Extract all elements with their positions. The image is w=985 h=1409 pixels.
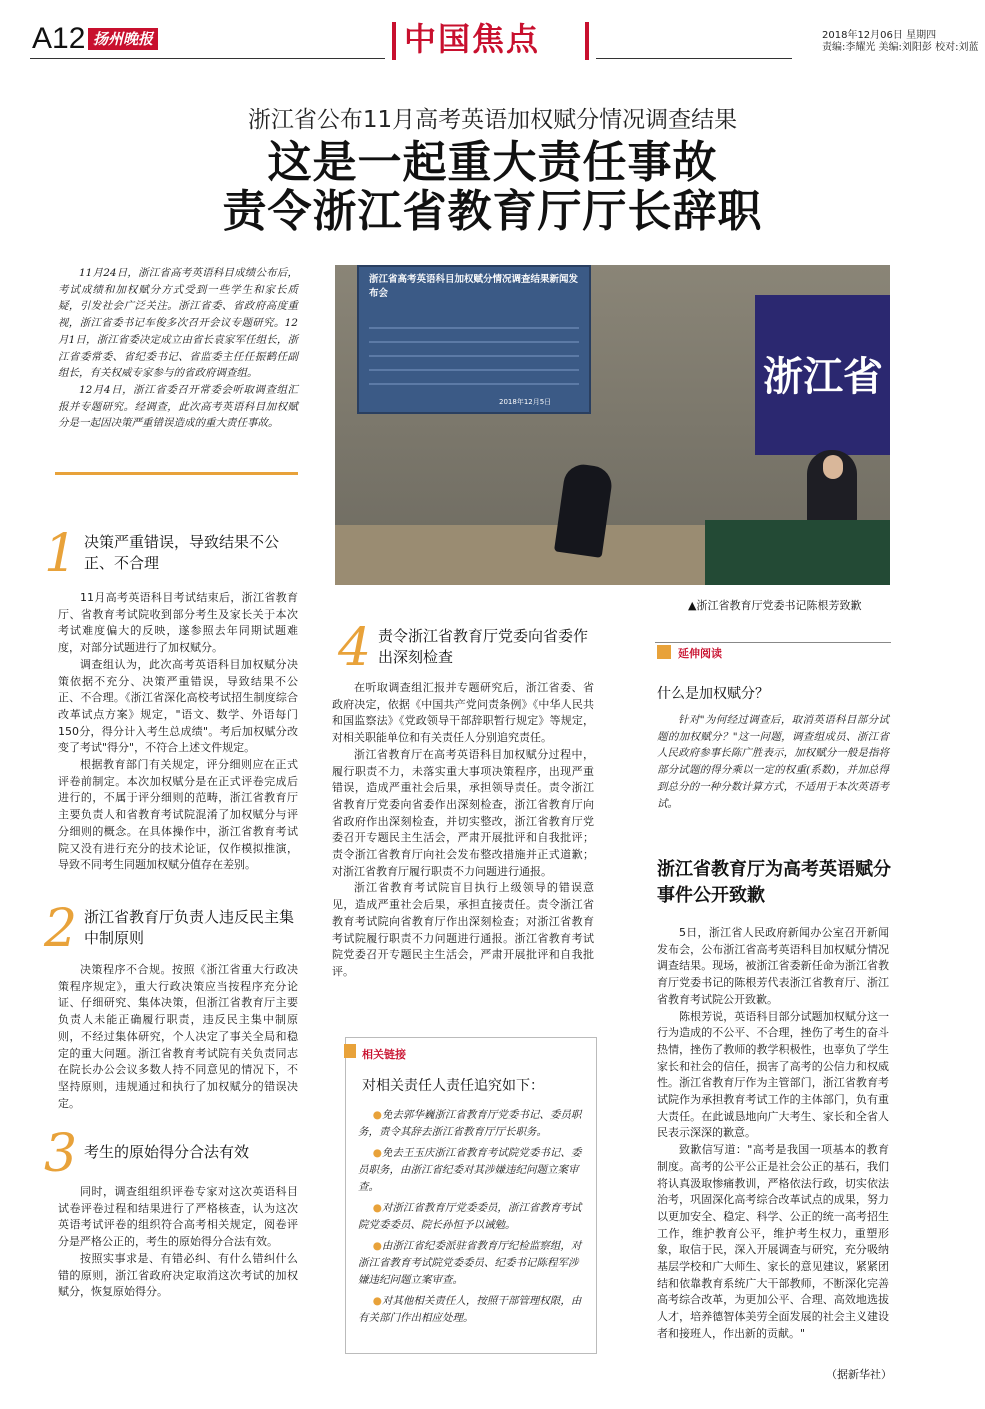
paragraph: 在听取调查组汇报并专题研究后，浙江省委、省政府决定，依据《中国共产党问责条例》《中华人民共和国监察法》《党政领导干部辞职暂行规定》等规定，对相关职能单位和有关责任人分别追究责任。 [332, 681, 594, 745]
paragraph: 浙江省教育考试院盲目执行上级领导的错误意见，造成严重社会后果，承担直接责任。责令浙江省教育考试院向省教育厅作出深刻检查；对浙江省教育考试院履行职责不力问题进行通报。浙江省教育考试院党委召开专题民主生活会，严肃开展批评和自我批评。 [332, 881, 594, 978]
paragraph: 11月高考英语科目考试结束后，浙江省教育厅、省教育考试院收到部分考生及家长关于本次考试难度偏大的反映，遂参照去年同期试题难度，对部分试题进行了加权赋分。 [58, 591, 298, 655]
banner-text: 浙江省 [763, 354, 883, 400]
headline-line-1: 这是一起重大责任事故 [267, 137, 718, 188]
section-4-heading [338, 618, 598, 678]
photo-floor [335, 525, 705, 585]
paragraph: 浙江省教育厅在高考英语科目加权赋分过程中，履行职责不力，未落实重大事项决策程序，出现严重错误，造成严重社会后果，承担领导责任。责令浙江省教育厅党委向省委作出深刻检查，浙江省教育厅向省政府作出深刻检查，并切实整改，浙江省教育厅党委召开专题民主生活会，严肃开展批评和自我批评；责令浙江省教育厅向社会发布整改措施并正式道歉；对浙江省教育厅履行职责不力问题进行通报。 [332, 747, 594, 878]
paragraph: 决策程序不合规。按照《浙江省重大行政决策程序规定》，重大行政决策应当按程序充分论证、仔细研究、集体决策，但浙江省教育厅主要负责人未能正确履行职责，违反民主集中制原则，不经过集体研究，个人决定了事关全局和稳定的重大问题。浙江省教育考试院有关负责同志在院长办公会议多数人持不同意见的情况下，不坚持原则，违规通过和执行了加权赋分的错误决定。 [58, 963, 298, 1110]
section-title: 浙江省教育厅负责人违反民主集中制原则 [84, 908, 295, 947]
section-4-body [332, 680, 594, 981]
paragraph: 按照实事求是、有错必纠、有什么错纠什么错的原则，浙江省政府决定取消这次考试的加权赋分，恢复原始得分。 [58, 1251, 298, 1299]
list-item: ●免去王玉庆浙江省教育考试院党委书记、委员职务，由浙江省纪委对其涉嫌违纪问题立案审查。 [358, 1147, 582, 1193]
section-3-body [58, 1184, 298, 1301]
bullet-icon: ● [372, 1147, 382, 1159]
section-1-body [58, 590, 298, 874]
headline-line-2: 责令浙江省教育厅厅长辞职 [222, 186, 763, 237]
lead-divider [55, 472, 298, 475]
bullet-icon: ● [372, 1295, 382, 1307]
apology-body [657, 925, 889, 1343]
lead-paragraph: 12月4日，浙江省委召开常委会听取调查组汇报并专题研究。经调查，此次高考英语科目加权赋分是一起因决策严重错误造成的重大责任事故。 [58, 383, 298, 430]
list-item: ●对浙江省教育厅党委委员，浙江省教育考试院党委委员、院长孙恒予以诫勉。 [358, 1202, 582, 1231]
section-1-heading [44, 524, 304, 584]
bullet-icon: ● [372, 1240, 382, 1252]
screen-date: 2018年12月5日 [499, 398, 552, 406]
section-number: 1 [44, 524, 78, 584]
section-bar-right [585, 22, 589, 60]
list-item: ●由浙江省纪委派驻省教育厅纪检监察组，对浙江省教育考试院党委委员、纪委书记陈程军涉嫌违纪问题立案审查。 [358, 1240, 582, 1286]
extended-reading-tag: 延伸阅读 [678, 647, 722, 660]
newspaper-logo: 扬州晚报 [88, 28, 158, 50]
press-conference-photo [335, 265, 890, 585]
related-links-title: 对相关责任人责任追究如下： [362, 1078, 544, 1094]
issue-date: 2018年12月06日 星期四 [822, 30, 937, 41]
bullet-icon: ● [372, 1109, 382, 1121]
paragraph: 调查组认为，此次高考英语科目加权赋分决策依据不充分、决策严重错误，导致结果不公正、不合理。《浙江省深化高校考试招生制度综合改革试点方案》规定，"语文、数学、外语每门150分，得分计入考生总成绩"。考后加权赋分改变了考试"得分"，不符合上述文件规定。 [58, 657, 298, 755]
seated-official-face [823, 455, 843, 479]
tag-marker-icon [657, 645, 671, 659]
section-title: 考生的原始得分合法有效 [84, 1143, 250, 1161]
paragraph: 陈根芳说，英语科目部分试题加权赋分这一行为造成的不公平、不合理，挫伤了考生的奋斗热情，挫伤了教师的教学积极性，也辜负了学生家长和社会的信任，损害了高考的公信力和权威性。浙江省教育厅作为主管部门，浙江省教育考试院作为承担教育考试工作的主体部门，负有重大责任。在此诚恳地向广大考生、家长和全省人民表示深深的歉意。 [657, 1009, 889, 1140]
projection-screen [357, 265, 591, 414]
extended-reading-rule [655, 642, 891, 643]
section-bar-left [392, 22, 396, 60]
extended-reading-body [657, 712, 889, 812]
photo-caption: ▲浙江省教育厅党委书记陈根芳致歉 [688, 599, 862, 612]
screen-title: 浙江省高考英语科目加权赋分情况调查结果新闻发布会 [369, 274, 579, 299]
section-2-heading [44, 899, 304, 959]
backdrop-banner [755, 295, 890, 455]
masthead-rule-left [30, 58, 385, 59]
tag-marker-icon [344, 1044, 356, 1058]
related-links-tag: 相关链接 [362, 1048, 406, 1061]
page-number: A12 [32, 22, 86, 55]
paragraph: 根据教育部门有关规定，评分细则应在正式评卷前制定。本次加权赋分是在正式评卷完成后进行的，不属于评分细则的范畴，浙江省教育厅主要负责人和省教育考试院混淆了加权赋分与评分细则的概念。在具体操作中，浙江省教育考试院又没有进行充分的技术论证，仅作模拟推演，导致不同考生同题加权赋分值存在差别。 [58, 758, 298, 872]
section-number: 2 [44, 899, 78, 959]
section-title: 责令浙江省教育厅党委向省委作出深刻检查 [378, 627, 589, 666]
paragraph: 针对"为何经过调查后，取消英语科目部分试题的加权赋分？"这一问题，调查组成员、浙江省人民政府参事长陈广胜表示，加权赋分一般是指将部分试题的得分乘以一定的权重(系数)，并加总得到总分的一种分数计算方式，不适用于本次英语考试。 [657, 714, 889, 810]
list-item: ●免去郭华巍浙江省教育厅党委书记、委员职务，责令其辞去浙江省教育厅厅长职务。 [358, 1109, 582, 1138]
editor-credits: 责编:李耀光 美编:刘阳彭 校对:刘蓝 [822, 42, 979, 53]
related-links-list [358, 1107, 588, 1331]
section-3-heading [44, 1124, 304, 1184]
section-number: 4 [338, 618, 372, 678]
section-2-body [58, 962, 298, 1112]
masthead-rule-right [596, 58, 792, 59]
section-title: 中国焦点 [404, 20, 541, 58]
headline-kicker: 浙江省公布11月高考英语加权赋分情况调查结果 [247, 107, 738, 133]
section-number: 3 [44, 1124, 78, 1184]
extended-reading-question: 什么是加权赋分？ [657, 686, 769, 702]
lead-paragraphs [58, 265, 298, 432]
screen-agenda [369, 315, 579, 395]
apology-headline: 浙江省教育厅为高考英语赋分事件公开致歉 [657, 859, 891, 906]
paragraph: 致歉信写道："高考是我国一项基本的教育制度。高考的公平公正是社会公正的基石，我们将认真汲取惨痛教训，严格依法行政，切实依法治考，巩固深化高考综合改革试点的成果，努力以更加安全、稳定、科学、公正的统一高考招生工作，维护教育公平，维护考生权力，重塑形象，取信于民，深入开展调查与研究，充分吸纳基层学校和广大师生、家长的意见建议，紧紧团结和依靠教育系统广大干部教师，不断深化完善高考综合改革，为更加公平、合理、高效地选拔人才，培养德智体美劳全面发展的社会主义建设者和接班人，作出新的贡献。" [657, 1143, 889, 1340]
news-source: （据新华社） [826, 1368, 892, 1381]
lead-paragraph: 11月24日，浙江省高考英语科目成绩公布后，考试成绩和加权赋分方式受到一些学生和家长质疑，引发社会广泛关注。浙江省委、省政府高度重视，浙江省委书记车俊多次召开会议专题研究。12月1日，浙江省委决定成立由省长袁家军任组长，浙江省委常委、省纪委书记、省监委主任任振鹤任副组长，有关权威专家参与的省政府调查组。 [58, 267, 298, 380]
conference-table [705, 520, 890, 585]
paragraph: 同时，调查组组织评卷专家对这次英语科目试卷评卷过程和结果进行了严格核查，认为这次英语考试评卷的组织符合高考相关规定，阅卷评分是严格公正的，考生的原始得分合法有效。 [58, 1185, 298, 1249]
list-item: ●对其他相关责任人，按照干部管理权限，由有关部门作出相应处理。 [358, 1295, 582, 1324]
paragraph: 5日，浙江省人民政府新闻办公室召开新闻发布会，公布浙江省高考英语科目加权赋分情况调查结果。现场，被浙江省委新任命为浙江省教育厅党委书记的陈根芳代表浙江省教育厅、浙江省教育考试院公开致歉。 [657, 926, 889, 1006]
section-title: 决策严重错误，导致结果不公正、不合理 [84, 533, 280, 572]
bullet-icon: ● [372, 1202, 382, 1214]
